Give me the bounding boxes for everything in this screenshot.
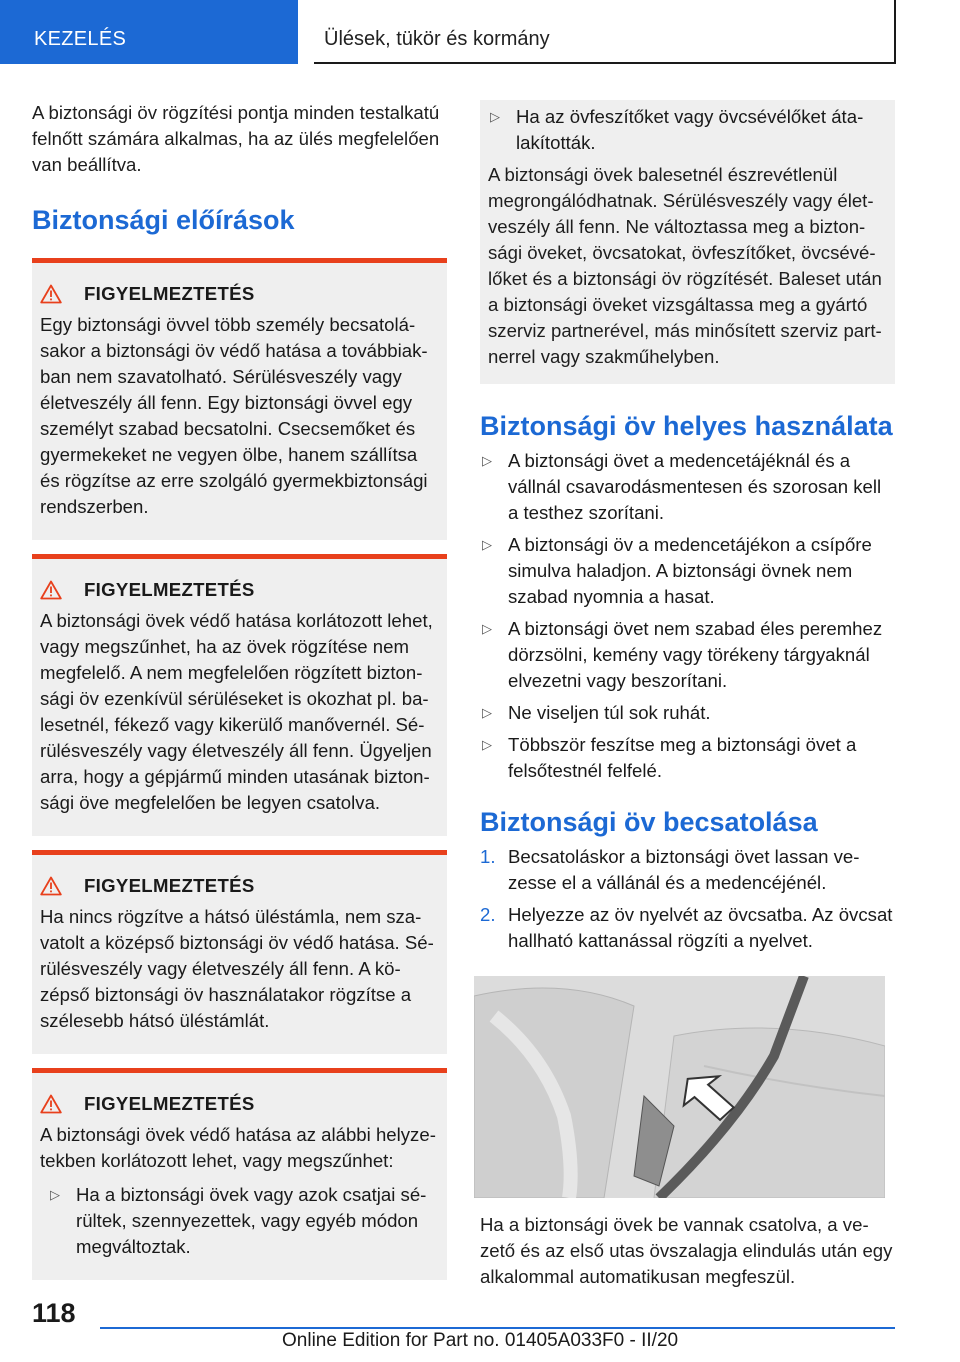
warning-text: A biztonsági övek balesetnél észrevétlenül megrongálódhatnak. Sérülésveszély vagy életveszély áll fenn. Ne változtassa meg a biztonsági öveket, övcsatokat, övfeszítőket, övcsévélőket és a biztonsági öv rögzítését. Baleset után a biztonsági öveket vizsgáltassa meg a gyártó szerviz partnerével, más minősített szerviz partnerrel vagy szakműhelyben. <box>488 164 882 367</box>
triangle-bullet-icon: ▷ <box>482 737 492 752</box>
section-heading-safety-rules: Biztonsági előírások <box>32 205 295 235</box>
figure-caption: Ha a biztonsági övek be vannak csatolva, a vezető és az első utas övszalagja elindulás után egy alkalommal automatikusan megfeszül. <box>480 1214 893 1287</box>
section-heading-fastening: Biztonsági öv becsatolása <box>480 807 818 837</box>
seatbelt-illustration-icon <box>474 976 885 1198</box>
list-item: ▷ Ne viseljen túl sok ruhát. <box>480 700 895 726</box>
header-title: Ülések, tükör és kormány <box>324 28 550 50</box>
header-title-box <box>314 0 896 64</box>
warning-bar <box>32 1068 447 1073</box>
footer-rule <box>100 1327 895 1329</box>
warning-title: FIGYELMEZTETÉS <box>84 579 255 600</box>
list-item: ▷ A biztonsági övet a medencetájéknál és a vállnál csavarodásmentesen és szorosan kell a testhez szorítani. <box>482 450 882 523</box>
triangle-bullet-icon: ▷ <box>482 621 492 636</box>
header-section-tab <box>0 0 298 64</box>
warning-box <box>32 1068 447 1280</box>
footer-edition: Online Edition for Part no. 01405A033F0 - II/20 <box>282 1330 679 1351</box>
warning-bar <box>32 258 447 263</box>
seatbelt-buckle-illustration <box>474 976 885 1198</box>
list-item: ▷ Ha az övfeszítőket vagy övcsévélőket átalakították. <box>490 106 864 153</box>
list-item: ▷ Többször feszítse meg a biztonsági övet a felsőtestnél felfelé. <box>482 734 857 781</box>
warning-box <box>32 554 447 836</box>
left-column <box>32 100 447 1280</box>
right-column <box>480 100 895 1290</box>
step-item: 2. Helyezze az öv nyelvét az övcsatba. Az övcsat hallható kattanással rögzíti a nyelvet. <box>480 904 893 951</box>
list-item: ▷ A biztonsági öv a medencetájékon a csípőre simulva haladjon. A biztonsági övnek nem szabad nyomnia a hasat. <box>482 534 872 607</box>
triangle-bullet-icon: ▷ <box>490 109 500 124</box>
warning-title: FIGYELMEZTETÉS <box>84 875 255 896</box>
page-number: 118 <box>32 1298 76 1328</box>
intro-paragraph: A biztonsági öv rögzítési pontja minden testalkatú felnőtt számára alkalmas, ha az ülés megfelelően van beállítva. <box>32 102 440 175</box>
section-heading-correct-use: Biztonsági öv helyes használata <box>480 411 893 441</box>
warning-triangle-icon <box>40 284 62 304</box>
triangle-bullet-icon: ▷ <box>482 537 492 552</box>
list-item: ▷ A biztonsági övet nem szabad éles peremhez dörzsölni, kemény vagy törékeny tárgyaknál elvezetni vagy beszorítani. <box>482 618 883 691</box>
warning-box <box>32 258 447 540</box>
warning-title: FIGYELMEZTETÉS <box>84 1093 255 1114</box>
triangle-bullet-icon: ▷ <box>50 1187 60 1202</box>
warning-text: Egy biztonsági övvel több személy becsatolásakor a biztonsági öv védő hatása a továbbiakban nem szavatolható. Sérülésveszély vagy életveszély áll fenn. Egy biztonsági övvel egy személyt szabad becsatolni. Csecsemőket és gyermekeket ne vegyen ölbe, hanem szállítsa és rögzítse az erre szolgáló gyermekbiztonsági rendszerben. <box>40 314 428 517</box>
header-section-label: KEZELÉS <box>34 28 127 50</box>
triangle-bullet-icon: ▷ <box>482 705 492 720</box>
triangle-bullet-icon: ▷ <box>482 453 492 468</box>
warning-text: Ha nincs rögzítve a hátsó üléstámla, nem szavatolt a középső biztonsági öv védő hatása. Sérülésveszély vagy életveszély áll fenn. A középső biztonsági öv használatakor rögzítse a szélesebb hátsó üléstámlát. <box>40 906 434 1031</box>
warning-triangle-icon <box>40 580 62 600</box>
warning-triangle-icon <box>40 876 62 896</box>
warning-bar <box>32 850 447 855</box>
warning-continuation-panel <box>480 100 895 384</box>
warning-triangle-icon <box>40 1094 62 1114</box>
warning-text: A biztonsági övek védő hatása korlátozott lehet, vagy megszűnhet, ha az övek rögzítése nem megfelelő. A nem megfelelően rögzített biztonsági öv ezenkívül sérüléseket is okozhat pl. balesetnél, fékező vagy kikerülő manővernél. Sérülésveszély vagy életveszély áll fenn. Ügyeljen arra, hogy a gépjármű minden utasának biztonsági öve megfelelően be legyen csatolva. <box>40 610 433 813</box>
step-item: 1. Becsatoláskor a biztonsági övet lassan vezesse el a vállánál és a medencéjénél. <box>480 846 860 893</box>
warning-bar <box>32 554 447 559</box>
warning-box <box>32 850 447 1054</box>
usage-list <box>480 448 895 784</box>
steps-list <box>480 844 895 954</box>
list-item: ▷ Ha a biztonsági övek vagy azok csatjai sérültek, szennyezettek, vagy egyéb módon megváltoztak. <box>50 1184 427 1257</box>
warning-text: A biztonsági övek védő hatása az alábbi helyzetekben korlátozott lehet, vagy megszűnhet: <box>40 1124 436 1171</box>
warning-title: FIGYELMEZTETÉS <box>84 283 255 304</box>
